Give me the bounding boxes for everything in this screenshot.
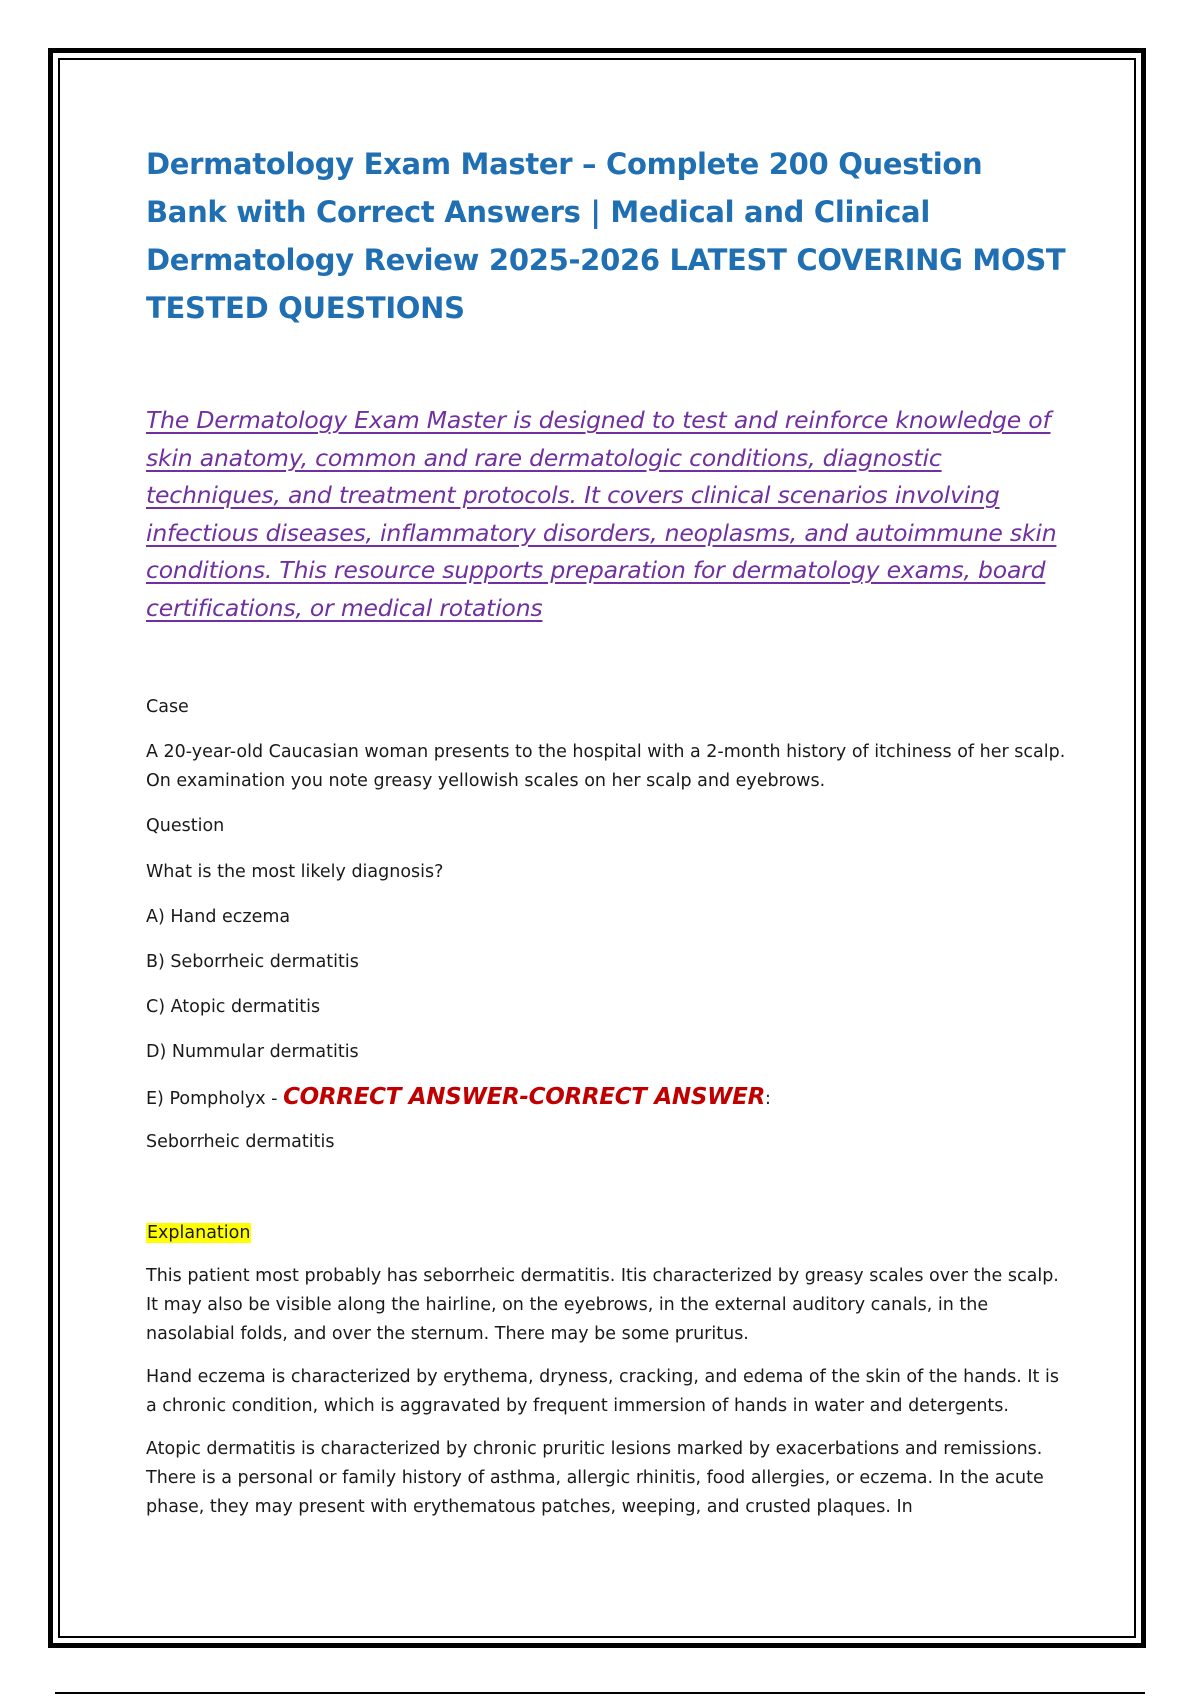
option-a: A) Hand eczema xyxy=(146,907,291,927)
explanation-paragraph-3: Atopic dermatitis is characterized by chronic pruritic lesions marked by exacerbations and remissions. There is a personal or family history of asthma, allergic rhinitis, food allergies, or eczema. In the acute phase, they may present with erythematous patches, weeping, and crusted plaques. In xyxy=(146,1439,1044,1517)
explanation-paragraph-1: This patient most probably has seborrheic dermatitis. Itis characterized by greasy scales over the scalp. It may also be visible along the hairline, on the eyebrows, in the external auditory canals, in the nasolabial folds, and over the sternum. There may be some pruritus. xyxy=(146,1266,1059,1344)
footer-rule xyxy=(55,1692,1145,1694)
document-content xyxy=(146,140,1066,1522)
intro-paragraph: The Dermatology Exam Master is designed to test and reinforce knowledge of skin anatomy, common and rare dermatologic conditions, diagnostic techniques, and treatment protocols. It covers clinical scenarios involving infectious diseases, inflammatory disorders, neoplasms, and autoimmune skin conditions. This resource supports preparation for dermatology exams, board certifications, or medical rotations xyxy=(146,406,1057,622)
case-text: A 20-year-old Caucasian woman presents to the hospital with a 2-month history of itchiness of her scalp. On examination you note greasy yellowish scales on her scalp and eyebrows. xyxy=(146,742,1066,791)
explanation-label: Explanation xyxy=(147,1223,251,1243)
question-text: What is the most likely diagnosis? xyxy=(146,862,444,882)
document-title: Dermatology Exam Master – Complete 200 Question Bank with Correct Answers | Medical and Clinical Dermatology Review 2025-2026 LATEST COVERING MOST TESTED QUESTIONS xyxy=(146,147,1066,325)
option-b: B) Seborrheic dermatitis xyxy=(146,952,359,972)
option-e: E) Pompholyx - xyxy=(146,1089,284,1109)
option-e-row xyxy=(146,1083,1066,1114)
case-label: Case xyxy=(146,697,189,717)
option-d: D) Nummular dermatitis xyxy=(146,1042,359,1062)
option-c: C) Atopic dermatitis xyxy=(146,997,321,1017)
correct-answer-tag: CORRECT ANSWER-CORRECT ANSWER xyxy=(283,1084,765,1110)
answer-colon: : xyxy=(765,1089,771,1109)
explanation-paragraph-2: Hand eczema is characterized by erythema, dryness, cracking, and edema of the skin of the hands. It is a chronic condition, which is aggravated by frequent immersion of hands in water and detergents. xyxy=(146,1367,1059,1416)
explanation-label-row xyxy=(146,1219,1066,1248)
correct-answer-value: Seborrheic dermatitis xyxy=(146,1132,335,1152)
question-label: Question xyxy=(146,816,225,836)
